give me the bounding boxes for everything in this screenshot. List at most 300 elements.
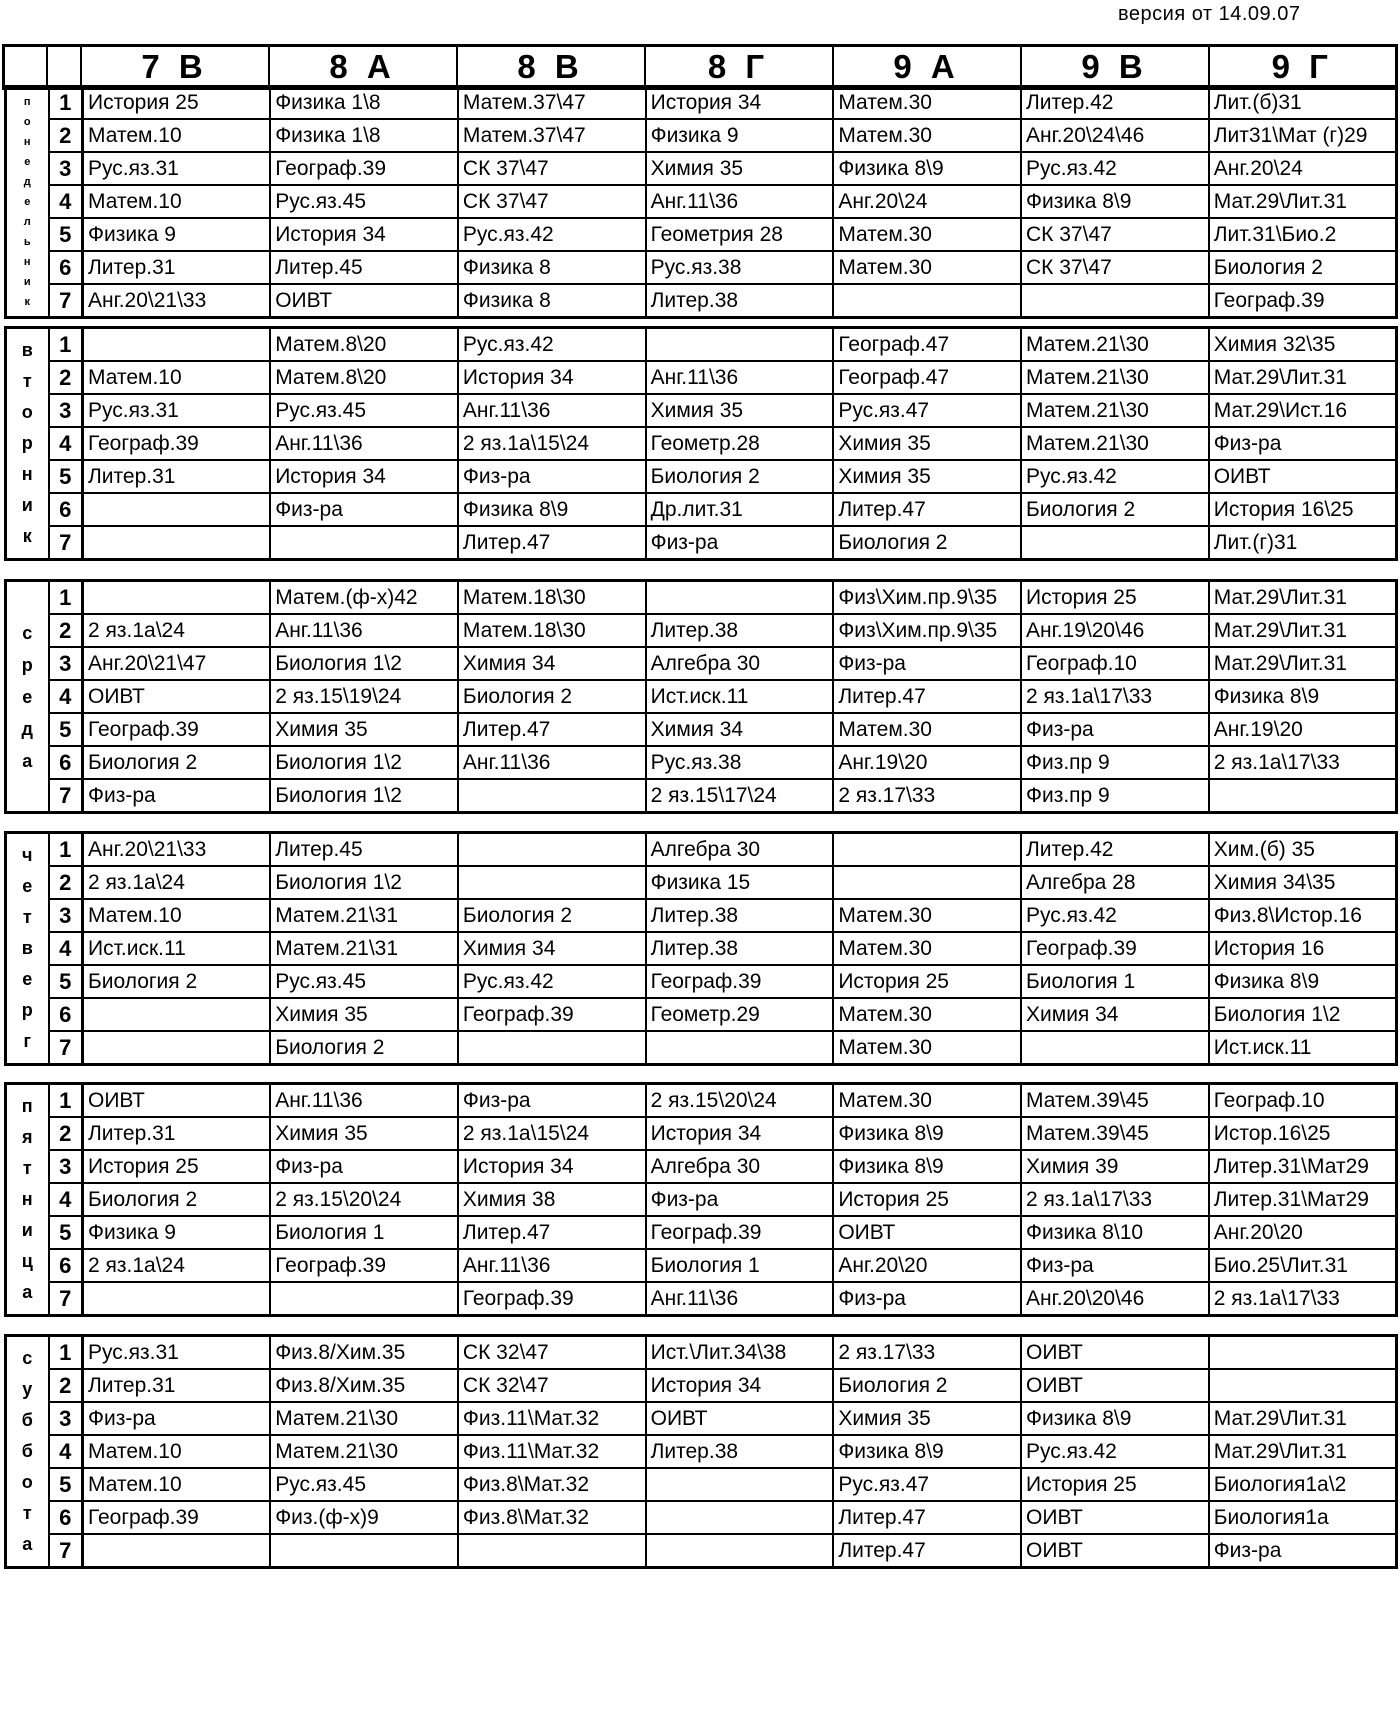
lesson-cell: Анг.11\36 — [270, 1084, 458, 1118]
day-name-label: п я т н и ц а — [21, 1096, 33, 1302]
lesson-number: 6 — [49, 251, 83, 284]
lesson-number: 5 — [49, 460, 83, 493]
lesson-number: 7 — [49, 1282, 83, 1316]
lesson-cell: Физика 1\8 — [270, 119, 458, 152]
lesson-cell: Рус.яз.47 — [833, 394, 1021, 427]
lesson-cell: Химия 34 — [646, 713, 834, 746]
lesson-cell: Матем.30 — [833, 119, 1021, 152]
lesson-cell: Анг.11\36 — [270, 427, 458, 460]
lesson-cell: Биология1а — [1209, 1501, 1397, 1534]
lesson-cell: 2 яз.15\20\24 — [270, 1183, 458, 1216]
lesson-cell: Физика 9 — [646, 119, 834, 152]
lesson-cell: Физика 8\9 — [833, 1150, 1021, 1183]
lesson-cell: Анг.19\20\46 — [1021, 614, 1209, 647]
lesson-cell: Физ-ра — [1209, 427, 1397, 460]
lesson-cell: Литер.31 — [83, 460, 271, 493]
lesson-cell: Физ.8\Истор.16 — [1209, 899, 1397, 932]
day-name — [6, 86, 49, 318]
lesson-cell: Физика 8 — [458, 284, 646, 318]
lesson-cell: Анг.19\20 — [833, 746, 1021, 779]
lesson-cell: Лит.31\Био.2 — [1209, 218, 1397, 251]
lesson-row — [6, 833, 1397, 867]
lesson-cell: Физ-ра — [458, 460, 646, 493]
lesson-cell: Биология 2 — [270, 1031, 458, 1065]
lesson-cell: Химия 39 — [1021, 1150, 1209, 1183]
lesson-number: 6 — [49, 998, 83, 1031]
class-header: 9 Г — [1209, 46, 1397, 89]
lesson-cell: Географ.39 — [1021, 932, 1209, 965]
lesson-cell: История 16\25 — [1209, 493, 1397, 526]
lesson-cell: Др.лит.31 — [646, 493, 834, 526]
lesson-number: 4 — [49, 680, 83, 713]
lesson-cell — [646, 1468, 834, 1501]
lesson-cell: Анг.20\21\33 — [83, 284, 271, 318]
lesson-cell: Анг.20\20 — [833, 1249, 1021, 1282]
lesson-cell: Алгебра 30 — [646, 647, 834, 680]
lesson-cell: Физ.(ф-х)9 — [270, 1501, 458, 1534]
lesson-number: 5 — [49, 713, 83, 746]
lesson-cell: Физика 8\9 — [833, 1435, 1021, 1468]
lesson-cell: СК 37\47 — [1021, 251, 1209, 284]
lesson-row — [6, 746, 1397, 779]
lesson-cell: Географ.39 — [1209, 284, 1397, 318]
lesson-cell: Химия 35 — [646, 152, 834, 185]
lesson-cell: Рус.яз.42 — [458, 965, 646, 998]
lesson-number: 3 — [49, 1402, 83, 1435]
lesson-cell: Физика 1\8 — [270, 86, 458, 119]
day-name — [6, 581, 49, 813]
day-block — [4, 579, 1398, 814]
lesson-cell: Биология 2 — [833, 526, 1021, 560]
lesson-cell: Географ.47 — [833, 328, 1021, 362]
class-header: 9 В — [1021, 46, 1209, 89]
lesson-cell: Геометр.29 — [646, 998, 834, 1031]
lesson-cell: Географ.10 — [1209, 1084, 1397, 1118]
lesson-number: 1 — [49, 86, 83, 119]
lesson-cell: Химия 35 — [270, 713, 458, 746]
lesson-cell: Физ.8\Мат.32 — [458, 1501, 646, 1534]
lesson-row — [6, 614, 1397, 647]
lesson-cell: Физика 8\9 — [458, 493, 646, 526]
lesson-row — [6, 86, 1397, 119]
lesson-row — [6, 581, 1397, 615]
lesson-cell: Матем.18\30 — [458, 581, 646, 615]
lesson-cell: Физика 8\9 — [1209, 680, 1397, 713]
lesson-cell: История 34 — [270, 460, 458, 493]
lesson-number: 7 — [49, 1534, 83, 1568]
lesson-number: 1 — [49, 1084, 83, 1118]
lesson-cell: 2 яз.1а\17\33 — [1021, 680, 1209, 713]
lesson-cell: Матем.8\20 — [270, 328, 458, 362]
lesson-row — [6, 218, 1397, 251]
lesson-cell: ОИВТ — [270, 284, 458, 318]
lesson-cell: Матем.21\30 — [1021, 361, 1209, 394]
lesson-cell: Рус.яз.42 — [1021, 899, 1209, 932]
lesson-cell: ОИВТ — [833, 1216, 1021, 1249]
class-header: 9 А — [833, 46, 1021, 89]
lesson-row — [6, 119, 1397, 152]
lesson-cell: История 34 — [646, 1117, 834, 1150]
lesson-cell: Литер.45 — [270, 833, 458, 867]
lesson-cell: Биология 2 — [83, 1183, 271, 1216]
lesson-cell — [646, 581, 834, 615]
lesson-cell: Химия 35 — [270, 1117, 458, 1150]
class-header: 8 В — [457, 46, 645, 89]
lesson-cell: Биология 1\2 — [270, 866, 458, 899]
lesson-number: 4 — [49, 1183, 83, 1216]
lesson-cell: Физика 15 — [646, 866, 834, 899]
lesson-cell: Химия 35 — [270, 998, 458, 1031]
lesson-cell: Литер.47 — [458, 1216, 646, 1249]
lesson-cell: Рус.яз.47 — [833, 1468, 1021, 1501]
lesson-row — [6, 152, 1397, 185]
lesson-row — [6, 1336, 1397, 1370]
lesson-cell: Лит.(г)31 — [1209, 526, 1397, 560]
lesson-cell: 2 яз.1а\15\24 — [458, 427, 646, 460]
lesson-cell: Матем.21\30 — [1021, 427, 1209, 460]
lesson-cell: Матем.10 — [83, 1468, 271, 1501]
lesson-cell: Химия 35 — [833, 1402, 1021, 1435]
lesson-cell: Лит31\Мат (г)29 — [1209, 119, 1397, 152]
lesson-cell: Матем.39\45 — [1021, 1117, 1209, 1150]
class-header: 8 А — [269, 46, 457, 89]
lesson-cell: Рус.яз.45 — [270, 394, 458, 427]
lesson-cell: ОИВТ — [1021, 1501, 1209, 1534]
lesson-row — [6, 493, 1397, 526]
lesson-cell — [833, 284, 1021, 318]
lesson-cell: История 25 — [83, 86, 271, 119]
lesson-cell: Матем.30 — [833, 932, 1021, 965]
lesson-cell: История 25 — [1021, 1468, 1209, 1501]
lesson-cell: Рус.яз.45 — [270, 185, 458, 218]
lesson-row — [6, 1031, 1397, 1065]
lesson-cell: Рус.яз.31 — [83, 152, 271, 185]
lesson-number: 2 — [49, 1117, 83, 1150]
lesson-cell: Матем.21\30 — [270, 1435, 458, 1468]
lesson-cell: Физ.8\Мат.32 — [458, 1468, 646, 1501]
lesson-cell: Физ-ра — [270, 493, 458, 526]
lesson-cell: Анг.19\20 — [1209, 713, 1397, 746]
day-block — [4, 1334, 1398, 1569]
lesson-cell: Биология 1\2 — [270, 746, 458, 779]
lesson-row — [6, 361, 1397, 394]
lesson-cell: 2 яз.1а\15\24 — [458, 1117, 646, 1150]
lesson-number: 4 — [49, 1435, 83, 1468]
lesson-cell: История 34 — [646, 86, 834, 119]
day-block — [4, 831, 1398, 1066]
lesson-row — [6, 284, 1397, 318]
lesson-cell: Биология 2 — [833, 1369, 1021, 1402]
version-label: версия от 14.09.07 — [1118, 3, 1301, 25]
lesson-number: 2 — [49, 614, 83, 647]
lesson-cell: Матем.39\45 — [1021, 1084, 1209, 1118]
lesson-cell: 2 яз.1а\17\33 — [1021, 1183, 1209, 1216]
lesson-cell: СК 32\47 — [458, 1369, 646, 1402]
lesson-cell: Физ-ра — [1021, 1249, 1209, 1282]
lesson-cell: ОИВТ — [1021, 1336, 1209, 1370]
lesson-cell: Анг.11\36 — [646, 361, 834, 394]
lesson-row — [6, 1402, 1397, 1435]
lesson-cell: Биология 2 — [83, 965, 271, 998]
lesson-row — [6, 1369, 1397, 1402]
lesson-cell: Анг.11\36 — [646, 1282, 834, 1316]
lesson-cell: Биология 2 — [458, 680, 646, 713]
lesson-row — [6, 526, 1397, 560]
lesson-cell: Биология 2 — [1021, 493, 1209, 526]
lesson-cell: Физика 8\10 — [1021, 1216, 1209, 1249]
day-name — [6, 1084, 49, 1316]
lesson-cell: Химия 38 — [458, 1183, 646, 1216]
lesson-number: 5 — [49, 218, 83, 251]
lesson-cell — [1209, 1369, 1397, 1402]
lesson-cell: Химия 34 — [1021, 998, 1209, 1031]
lesson-cell: Матем.30 — [833, 713, 1021, 746]
lesson-cell: 2 яз.15\20\24 — [646, 1084, 834, 1118]
lesson-cell — [83, 1031, 271, 1065]
lesson-cell: СК 32\47 — [458, 1336, 646, 1370]
lesson-row — [6, 779, 1397, 813]
lesson-cell: История 16 — [1209, 932, 1397, 965]
lesson-cell: Биология 2 — [458, 899, 646, 932]
lesson-cell: Литер.47 — [833, 680, 1021, 713]
lesson-cell: Матем.10 — [83, 1435, 271, 1468]
lesson-cell: Алгебра 30 — [646, 833, 834, 867]
lesson-row — [6, 680, 1397, 713]
lesson-cell: Матем.8\20 — [270, 361, 458, 394]
lesson-cell: Географ.39 — [83, 713, 271, 746]
lesson-number: 3 — [49, 152, 83, 185]
lesson-cell: Географ.39 — [270, 152, 458, 185]
lesson-cell: Анг.11\36 — [646, 185, 834, 218]
lesson-number: 7 — [49, 526, 83, 560]
lesson-cell: История 34 — [646, 1369, 834, 1402]
lesson-number: 5 — [49, 1216, 83, 1249]
lesson-number: 2 — [49, 866, 83, 899]
lesson-cell: СК 37\47 — [1021, 218, 1209, 251]
lesson-cell: Географ.39 — [646, 1216, 834, 1249]
lesson-cell — [833, 833, 1021, 867]
lesson-cell: СК 37\47 — [458, 152, 646, 185]
lesson-cell: Геометрия 28 — [646, 218, 834, 251]
lesson-row — [6, 1468, 1397, 1501]
day-name — [6, 328, 49, 560]
lesson-cell: История 25 — [833, 1183, 1021, 1216]
lesson-cell: Мат.29\Лит.31 — [1209, 581, 1397, 615]
lesson-cell: Литер.31 — [83, 1117, 271, 1150]
lesson-cell: Литер.47 — [458, 713, 646, 746]
lesson-number: 1 — [49, 1336, 83, 1370]
lesson-number: 4 — [49, 185, 83, 218]
lesson-cell: Анг.11\36 — [270, 614, 458, 647]
lesson-cell: Ист.иск.11 — [1209, 1031, 1397, 1065]
lesson-cell: Матем.37\47 — [458, 119, 646, 152]
lesson-cell: Матем.30 — [833, 1031, 1021, 1065]
lesson-cell — [83, 1282, 271, 1316]
lesson-cell — [83, 1534, 271, 1568]
lesson-cell: Физ.пр 9 — [1021, 779, 1209, 813]
lesson-cell: Алгебра 28 — [1021, 866, 1209, 899]
lesson-row — [6, 899, 1397, 932]
lesson-cell — [646, 328, 834, 362]
lesson-cell — [83, 328, 271, 362]
lesson-cell: Физ\Хим.пр.9\35 — [833, 614, 1021, 647]
lesson-cell — [458, 866, 646, 899]
lesson-cell: Физика 9 — [83, 218, 271, 251]
lesson-cell: История 25 — [1021, 581, 1209, 615]
lesson-cell: Биология 1 — [646, 1249, 834, 1282]
header-corner — [4, 46, 47, 89]
lesson-cell — [458, 1534, 646, 1568]
lesson-number: 3 — [49, 1150, 83, 1183]
lesson-number: 3 — [49, 647, 83, 680]
lesson-cell — [833, 866, 1021, 899]
lesson-cell: Рус.яз.45 — [270, 965, 458, 998]
lesson-cell: Литер.31 — [83, 251, 271, 284]
lesson-cell: Рус.яз.31 — [83, 1336, 271, 1370]
lesson-cell: Физ-ра — [83, 779, 271, 813]
lesson-cell — [83, 493, 271, 526]
lesson-cell — [83, 998, 271, 1031]
lesson-row — [6, 1216, 1397, 1249]
lesson-cell: Географ.39 — [83, 1501, 271, 1534]
lesson-cell — [83, 581, 271, 615]
lesson-row — [6, 1534, 1397, 1568]
lesson-cell: Химия 32\35 — [1209, 328, 1397, 362]
lesson-number: 3 — [49, 394, 83, 427]
lesson-cell: Химия 34 — [458, 932, 646, 965]
lesson-cell: ОИВТ — [83, 1084, 271, 1118]
lesson-cell: 2 яз.17\33 — [833, 779, 1021, 813]
lesson-cell: Матем.30 — [833, 899, 1021, 932]
lesson-cell: Биология 2 — [83, 746, 271, 779]
lesson-cell: Биология 2 — [646, 460, 834, 493]
lesson-cell: Анг.20\21\47 — [83, 647, 271, 680]
lesson-cell: ОИВТ — [83, 680, 271, 713]
lesson-cell: 2 яз.17\33 — [833, 1336, 1021, 1370]
lesson-number: 2 — [49, 361, 83, 394]
lesson-row — [6, 1150, 1397, 1183]
lesson-number: 6 — [49, 1501, 83, 1534]
lesson-cell: Анг.20\21\33 — [83, 833, 271, 867]
lesson-number: 6 — [49, 493, 83, 526]
lesson-cell: Мат.29\Лит.31 — [1209, 361, 1397, 394]
lesson-cell — [646, 1501, 834, 1534]
lesson-cell: Рус.яз.42 — [1021, 1435, 1209, 1468]
lesson-number: 6 — [49, 746, 83, 779]
day-block — [4, 85, 1398, 319]
lesson-cell: ОИВТ — [1209, 460, 1397, 493]
lesson-number: 1 — [49, 833, 83, 867]
lesson-cell: Физика 8 — [458, 251, 646, 284]
lesson-number: 1 — [49, 581, 83, 615]
lesson-row — [6, 998, 1397, 1031]
lesson-cell: Физика 8\9 — [1209, 965, 1397, 998]
lesson-cell: Мат.29\Лит.31 — [1209, 185, 1397, 218]
lesson-cell: Физика 8\9 — [1021, 185, 1209, 218]
lesson-row — [6, 1282, 1397, 1316]
lesson-cell: Ист.\Лит.34\38 — [646, 1336, 834, 1370]
lesson-cell: Физика 8\9 — [833, 152, 1021, 185]
lesson-cell: Ист.иск.11 — [646, 680, 834, 713]
lesson-cell: Анг.20\20\46 — [1021, 1282, 1209, 1316]
lesson-cell: Физика 8\9 — [833, 1117, 1021, 1150]
lesson-cell: Литер.31\Мат29 — [1209, 1150, 1397, 1183]
day-name-label: с р е д а — [21, 622, 33, 771]
lesson-cell — [1209, 1336, 1397, 1370]
lesson-cell: История 34 — [458, 1150, 646, 1183]
lesson-cell: Физ.пр 9 — [1021, 746, 1209, 779]
lesson-cell: Физика 9 — [83, 1216, 271, 1249]
lesson-number: 7 — [49, 284, 83, 318]
lesson-cell: Физика 8\9 — [1021, 1402, 1209, 1435]
lesson-row — [6, 932, 1397, 965]
lesson-row — [6, 427, 1397, 460]
lesson-cell: Литер.45 — [270, 251, 458, 284]
lesson-cell: Физ.11\Мат.32 — [458, 1402, 646, 1435]
lesson-cell: Физ-ра — [270, 1150, 458, 1183]
lesson-cell: Географ.10 — [1021, 647, 1209, 680]
lesson-cell: Географ.47 — [833, 361, 1021, 394]
lesson-cell: Ист.иск.11 — [83, 932, 271, 965]
lesson-cell: Рус.яз.42 — [1021, 460, 1209, 493]
lesson-cell: Химия 34 — [458, 647, 646, 680]
lesson-cell: Лит.(б)31 — [1209, 86, 1397, 119]
lesson-row — [6, 1117, 1397, 1150]
lesson-cell: Мат.29\Лит.31 — [1209, 647, 1397, 680]
lesson-cell: Литер.47 — [833, 1534, 1021, 1568]
lesson-cell: Био.25\Лит.31 — [1209, 1249, 1397, 1282]
lesson-cell — [1021, 284, 1209, 318]
lesson-number: 5 — [49, 1468, 83, 1501]
day-block — [4, 326, 1398, 561]
lesson-cell: Химия 35 — [833, 460, 1021, 493]
lesson-row — [6, 1435, 1397, 1468]
lesson-cell — [1021, 1031, 1209, 1065]
lesson-cell: Физ\Хим.пр.9\35 — [833, 581, 1021, 615]
lesson-cell — [270, 1534, 458, 1568]
lesson-number: 5 — [49, 965, 83, 998]
lesson-cell: Матем.21\31 — [270, 932, 458, 965]
lesson-cell — [458, 833, 646, 867]
lesson-cell: Мат.29\Лит.31 — [1209, 1402, 1397, 1435]
lesson-cell: История 25 — [833, 965, 1021, 998]
lesson-cell: Матем.30 — [833, 218, 1021, 251]
lesson-cell: Физ-ра — [1209, 1534, 1397, 1568]
lesson-row — [6, 328, 1397, 362]
lesson-cell: Алгебра 30 — [646, 1150, 834, 1183]
lesson-cell: Анг.11\36 — [458, 1249, 646, 1282]
lesson-cell: Литер.31 — [83, 1369, 271, 1402]
lesson-cell: Геометр.28 — [646, 427, 834, 460]
day-name — [6, 833, 49, 1065]
lesson-cell: 2 яз.1а\24 — [83, 1249, 271, 1282]
lesson-cell: Матем.30 — [833, 998, 1021, 1031]
lesson-number: 2 — [49, 1369, 83, 1402]
lesson-row — [6, 965, 1397, 998]
lesson-cell: История 34 — [458, 361, 646, 394]
lesson-cell: Хим.(б) 35 — [1209, 833, 1397, 867]
lesson-cell: Матем.21\30 — [1021, 394, 1209, 427]
lesson-number: 4 — [49, 427, 83, 460]
day-name-label: п о н е д е л ь н и к — [23, 95, 31, 308]
lesson-cell: Литер.31\Мат29 — [1209, 1183, 1397, 1216]
lesson-number: 2 — [49, 119, 83, 152]
day-name-label: в т о р н и к — [21, 340, 33, 546]
lesson-cell: История 25 — [83, 1150, 271, 1183]
lesson-cell: Матем.30 — [833, 251, 1021, 284]
lesson-cell: Литер.38 — [646, 932, 834, 965]
day-block — [4, 1082, 1398, 1317]
